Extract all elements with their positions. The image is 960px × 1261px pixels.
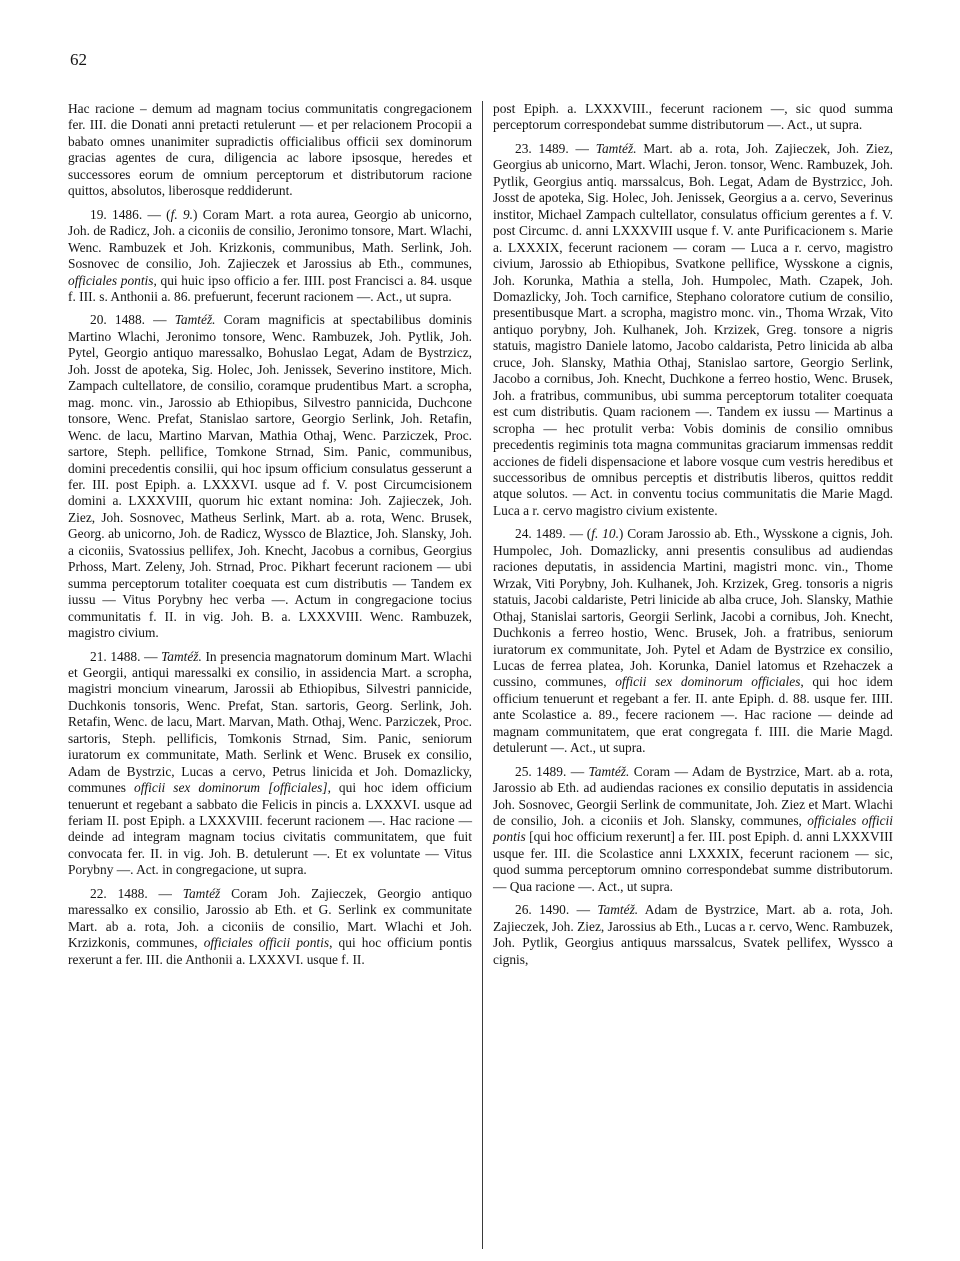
entry-paragraph [68,207,472,306]
page-number: 62 [70,50,87,69]
italic-text: f. 9. [170,206,194,222]
text-segment: Coram magnificis at spectabilibus dominis Martino Wlachi, Jeronimo tonsore, Wenc. Rambuzek, Joh. Pytlik, Joh. Pytel, Georgio antiquo maressalko, Bohuslao Legat, Adam de Bystrzicz, Joh. Josst de apoteka, Sig. Holec, Joh. Jenissek, Severino institore, Mich. Zampach cultellatore, de consilio, coramque prudentibus Mart. a scropha, mag. monc. vin., Jarossio ab Ethiopibus, Silvestro pannicida, Duchcone tonsore, Wenc. Prefat, Stanislao sartore, Georgio Serlink, Joh. Retafin, Wenc. de lacu, Martino Marvan, Mathia Othaj, Wenc. Parziczek, Proc. sartore, Steph. pellifice, Tomkone Strnad, Sim. Panic, communibus, domini precedentis consilii, qui hoc ipsum officium consulatus gesserunt a fer. III. post Epiph. a. LXXXVI. usque ad f. V. post Circumcisionem domini a. LXXXVIII, quorum hic extant nomina: Joh. Zajieczek, Joh. Ziez, Joh. Sosnovec, Matheus Serlink, Mart. ab a. rota, Wenc. Brusek, Georg. ab unicorno, Joh. de Radicz, Wyssco de Blaztice, Joh. Slansky, Joh. a ciconiis, Svatossius pellifex, Joh. Knecht, Jacobus a cornibus, Georgius Prhoss, Mart. Zeleny, Joh. Strnad, Proc. Pikhart fecerunt racionem — ubi summa perceptorum totaliter coequata est cum distributis — Tandem ex iussu — Vitus Porybny hec verba —. Actum in congregacione tocius communitatis f. II. in vig. Joh. B. a. LXXXVIII. Wenc. Rambuzek, magistro civium. [68,312,472,641]
text-segment: 25. 1489. — [515,763,589,779]
italic-text: Tamtéž. [595,140,637,156]
left-column [68,101,472,975]
entry-paragraph [68,312,472,641]
text-segment: 20. 1488. — [90,312,175,328]
italic-text: f. 10. [591,526,619,542]
text-segment: , qui hoc officium pontis rexerunt a fer. III. die Anthonii a. LXXXVI. usque f. II. [68,935,472,967]
italic-text: officii sex dominorum officiales [615,674,801,690]
italic-text: Tamtéž. [588,763,630,779]
text-segment: , qui hoc idem officium tenuerunt et regebant a sabbato die Felicis in pincis a. LXXXVI. usque ad feriam II. post Epiph. a LXXXVIII. fecerunt racionem —. Hac racione — deinde ad integram magnam tocius civitatis communitatem, que fuit convocata fer. II. in vig. Joh. B. detulerunt —. Et ex voluntate — Vitus Porybny —. Act. in congregacione, ut supra. [68,780,472,878]
italic-text: Tamtéž. [174,312,216,328]
text-segment: 26. 1490. — [515,902,598,918]
text-segment: 23. 1489. — [515,140,596,156]
italic-text: Tamtéž. [597,902,639,918]
text-segment: 19. 1486. — ( [90,206,171,222]
column-divider [482,101,483,1249]
text-segment: , qui huic ipso officio a fer. IIII. post Francisci a. 84. usque f. III. s. Anthonii a. 86. prefuerunt, fecerunt racionem —. Act., ut supra. [68,272,472,304]
continuation-paragraph [493,101,893,134]
entry-paragraph [493,141,893,519]
italic-text: officiales officii pontis [493,813,893,845]
text-segment: ) Coram Mart. a rota aurea, Georgio ab unicorno, Joh. de Radicz, Joh. a ciconiis de consilio, Jeronimo tonsore, Mart. Wlachi, Wenc. Rambuzek et Joh. Krizkonis, communibus, Math. Serlink, Joh. Sosnovec de consilio, Joh. Zajieczek et Jarossius ab Eth., communes, [68,206,472,272]
text-segment: ) Coram Jarossio ab. Eth., Wysskone a cignis, Joh. Humpolec, Joh. Domazlicky, anni presentis consulibus ad audiendas raciones deputatis, in assidencia Martini, magistri monc. vin., Thome Wrzak, Viti Porybny, Joh. Kulhanek, Joh. Krzizek, Greg. tonsoris a nigris statuis, Jacobi caldariste, Petri linicide ab alba cruce, Joh. Slansky, Mathie Othaj, Stanislai sartoris, Georgii Serlink, Jacobi a cornibus, Joh. Knecht, Duchkonis a ferreo hostio, Wenc. Brusek, Joh. a fratribus, seniorum iuratorum ex communitate, Joh. Pytel et Adam de Bystrzice ex consilio, Lucas de ferrea platea, Joh. Korunka, Daniel latomus et Rzehaczek a cussino, communes, [493,526,893,690]
text-segment: , qui hoc idem officium tenuerunt et regebant a fer. II. ante Epiph. d. 88. usque fer. IIII. ante Scolastice a. 89., fecere racionem —. Hac racione — deinde ad magnam communitatem, que erat congregata f. IIII. die Marie Magd. detulerunt —. Act., ut supra. [493,674,893,756]
italic-text: officiales pontis [68,272,154,288]
italic-text: officiales officii pontis [203,935,330,951]
text-segment: Adam de Bystrzice, Mart. ab a. rota, Joh. Zajieczek, Joh. Ziez, Jarossius ab Eth., Lucas a r. cervo, Wenc. Rambuzek, Joh. Pytlik, Georgius antiquus marssalcus, Svatek pellifex, Wyssco a cignis, [493,902,893,967]
italic-text: Tamtéž. [161,648,202,664]
text-segment: 21. 1488. — [90,648,162,664]
text-segment: 24. 1489. — ( [515,526,592,542]
entry-paragraph [68,886,472,968]
entry-paragraph [493,902,893,968]
entry-paragraph [68,649,472,879]
text-segment: [qui hoc officium rexerunt] a fer. III. post Epiph. d. anni LXXXVIII usque fer. III. die Scolastice anni LXXXIX, fecerunt racionem — sic, quod summa perceptorum omnino correspondebat summe distributorum. — Qua racione —. Act., ut supra. [493,829,893,894]
text-segment: Hac racione – demum ad magnam tocius communitatis congregacionem fer. III. die Donati anni pretacti retulerunt — et per relacionem Procopii a babato omnes unanimiter supradictis officialibus officii sex dominorum gracias agentes de cura, diligencia ac labore ipsosque, heredes et successores eorum de omnium perceptorum et distributorum racione quittos, absolutos, liberosque reddiderunt. [68,101,472,199]
text-segment: 22. 1488. — [90,885,183,901]
text-segment: Coram — Adam de Bystrzice, Mart. ab a. rota, Jarossio ab Eth. ad audiendas raciones ex consilio deputatis in assidencia Joh. Sosnovec, Georgii Serlink de communitate, Joh. Ziez et Mart. Wlachi de consilio, Joh. a ciconiis et Joh. Slansky, communes, [493,763,893,829]
text-segment: Coram Joh. Zajieczek, Georgio antiquo maressalko ex consilio, Jarossio ab Eth. et G. Serlink ex communitate Mart. ab a. rota, Joh. a ciconiis de consilio, Mart. Wlachi et Joh. Krzizkonis, communes, [68,885,472,951]
right-column [493,101,893,975]
entry-paragraph [493,526,893,756]
italic-text: Tamtéž [182,885,221,901]
text-segment: post Epiph. a. LXXXVIII., fecerunt racionem —, sic quod summa perceptorum correspondebat summe distributorum —. Act., ut supra. [493,101,893,133]
continuation-paragraph [68,101,472,200]
text-segment: Mart. ab a. rota, Joh. Zajieczek, Joh. Ziez, Georgius ab unicorno, Mart. Wlachi, Jeron. tonsor, Wenc. Rambuzek, Joh. Pytlik, Georgius antiq. marssalcus, Boh. Legat, Adam de Bystrzicc, Joh. Josst de apoteka, Sig. Holec, Joh. Jenissek, Georgius a a. cervo, Severinus institor, Michael Zampach cultellator, consulatus officium gerentes a f. V. post Circumc. d. anni LXXXVIII usque f. V. ante Purificacionem s. Marie a. LXXXIX, fecerunt racionem — coram — Luca a r. cervo, magistro civium, Jarossio ab Ethiopibus, Svatkone pellifice, Wysskone a cignis, Joh. Korunka, Mathia a stella, Joh. Humpolec, Math. Czapek, Joh. Domazlicky, Joh. Toch carnifice, Stephano coloratore cutium de consilio, presentibusque Mart. a scropha, magistro monc. vin., Thoma Wrzak, Vito antiquo porybny, Joh. Kulhanek, Joh. Krzizek, Greg. tonsore a nigris statuis, magistro Daniele latomo, Jacobo caldarista, Petro linicida ab alba cruce, Joh. Slansky, Mathia Othaj, Stanislao sartore, Georgio Serlink, Jacobo a cornibus, Joh. Knecht, Duchkone a ferreo hostio, Wenc. Brusek, Joh. a fratribus, communibus, ubi summa perceptorum totaliter coequata est cum distributis. Quam racionem —. Tandem ex iussu — Martinus a scropha — hec protulit verba: Vobis dominis de consilio omnibus precedentis regiminis tota magna communitas graciarum immensas reddit acciones de fideli dispensacione et labore vosque cum vestris heredibus et successoribus de omnibus perceptis et distributis liberos, quittos reddit atque solutos. — Act. in conventu tocius communitatis die Marie Magd. Luca a r. cervo magistro civium existente. [493,140,893,518]
text-segment: In presencia magnatorum dominum Mart. Wlachi et Georgii, antiqui maressalki ex consilio, in assidencia Mart. a scropha, magistri moncium vinearum, Jarossii ab Ethiopibus, Silvestri pannicide, Duchkonis tonsoris, Wenc. Prefat, Stan. sartoris, Georg. Serlink, Joh. Retafin, Wenc. de lacu, Mart. Marvan, Math. Othaj, Wenc. Parziczek, Proc. sartoris, Steph. pellificis, Tomkonis Strnad, Sim. Panic, seniorum iuratorum ex communitate, Math. Serlink et Wenc. Brusek ex consilio, Adam de Bystrzic, Lucas a cervo, Petrus linicida et Joh. Domazlicky, communes [68,648,472,796]
entry-paragraph [493,764,893,896]
italic-text: officii sex dominorum [officiales] [134,780,328,796]
